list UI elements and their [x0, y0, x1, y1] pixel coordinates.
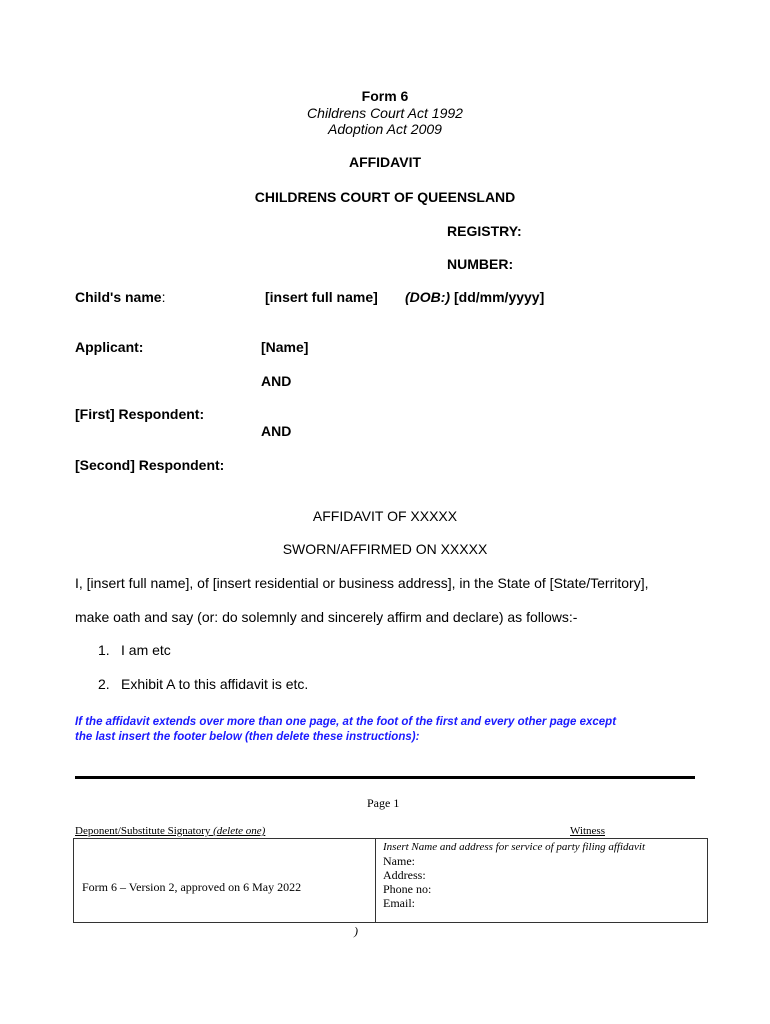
dob: (DOB:) [dd/mm/yyyy] [405, 289, 545, 305]
name-field[interactable]: Name: [383, 854, 415, 868]
and-1: AND [261, 373, 292, 389]
act-2: Adoption Act 2009 [328, 121, 442, 137]
table-divider [375, 839, 376, 922]
applicant-label: Applicant: [75, 339, 144, 355]
address-field[interactable]: Address: [383, 868, 426, 882]
version-text: Form 6 – Version 2, approved on 6 May 2022 [82, 880, 302, 894]
first-respondent-label: [First] Respondent: [75, 406, 205, 422]
item-2-number: 2. [98, 676, 110, 692]
body-line-2: make oath and say (or: do solemnly and sincerely affirm and declare) as follows:- [75, 609, 578, 625]
phone-field[interactable]: Phone no: [383, 882, 432, 896]
second-respondent-label: [Second] Respondent: [75, 457, 225, 473]
instruction-line-1: If the affidavit extends over more than one page, at the foot of the first and every other page except [75, 716, 617, 728]
stray-parenthesis: ) [354, 924, 358, 938]
child-name-label: Child's name: [75, 289, 166, 305]
registry-label: REGISTRY: [447, 223, 522, 239]
and-2: AND [261, 423, 292, 439]
witness-label: Witness [570, 825, 605, 837]
applicant-value: [Name] [261, 339, 309, 355]
deponent-label: Deponent/Substitute Signatory (delete one) [75, 825, 266, 837]
court-name: CHILDRENS COURT OF QUEENSLAND [254, 189, 516, 205]
email-field[interactable]: Email: [383, 896, 415, 910]
footer-table [73, 838, 708, 923]
child-name-value: [insert full name] [265, 289, 378, 305]
form-number: Form 6 [361, 88, 409, 104]
item-1-text: I am etc [121, 642, 171, 658]
instruction-line-2: the last insert the footer below (then delete these instructions): [75, 731, 420, 743]
page-number: Page 1 [367, 796, 400, 810]
body-line-1: I, [insert full name], of [insert residential or business address], in the State of [State/Territory], [75, 575, 649, 591]
doc-title: AFFIDAVIT [348, 154, 422, 170]
number-label: NUMBER: [447, 256, 514, 272]
service-note: Insert Name and address for service of party filing affidavit [383, 841, 646, 853]
item-2-text: Exhibit A to this affidavit is etc. [121, 676, 309, 692]
act-1: Childrens Court Act 1992 [307, 105, 463, 121]
footer-divider [75, 776, 695, 779]
affidavit-of: AFFIDAVIT OF XXXXX [312, 508, 458, 524]
item-1-number: 1. [98, 642, 110, 658]
sworn-on: SWORN/AFFIRMED ON XXXXX [282, 541, 488, 557]
